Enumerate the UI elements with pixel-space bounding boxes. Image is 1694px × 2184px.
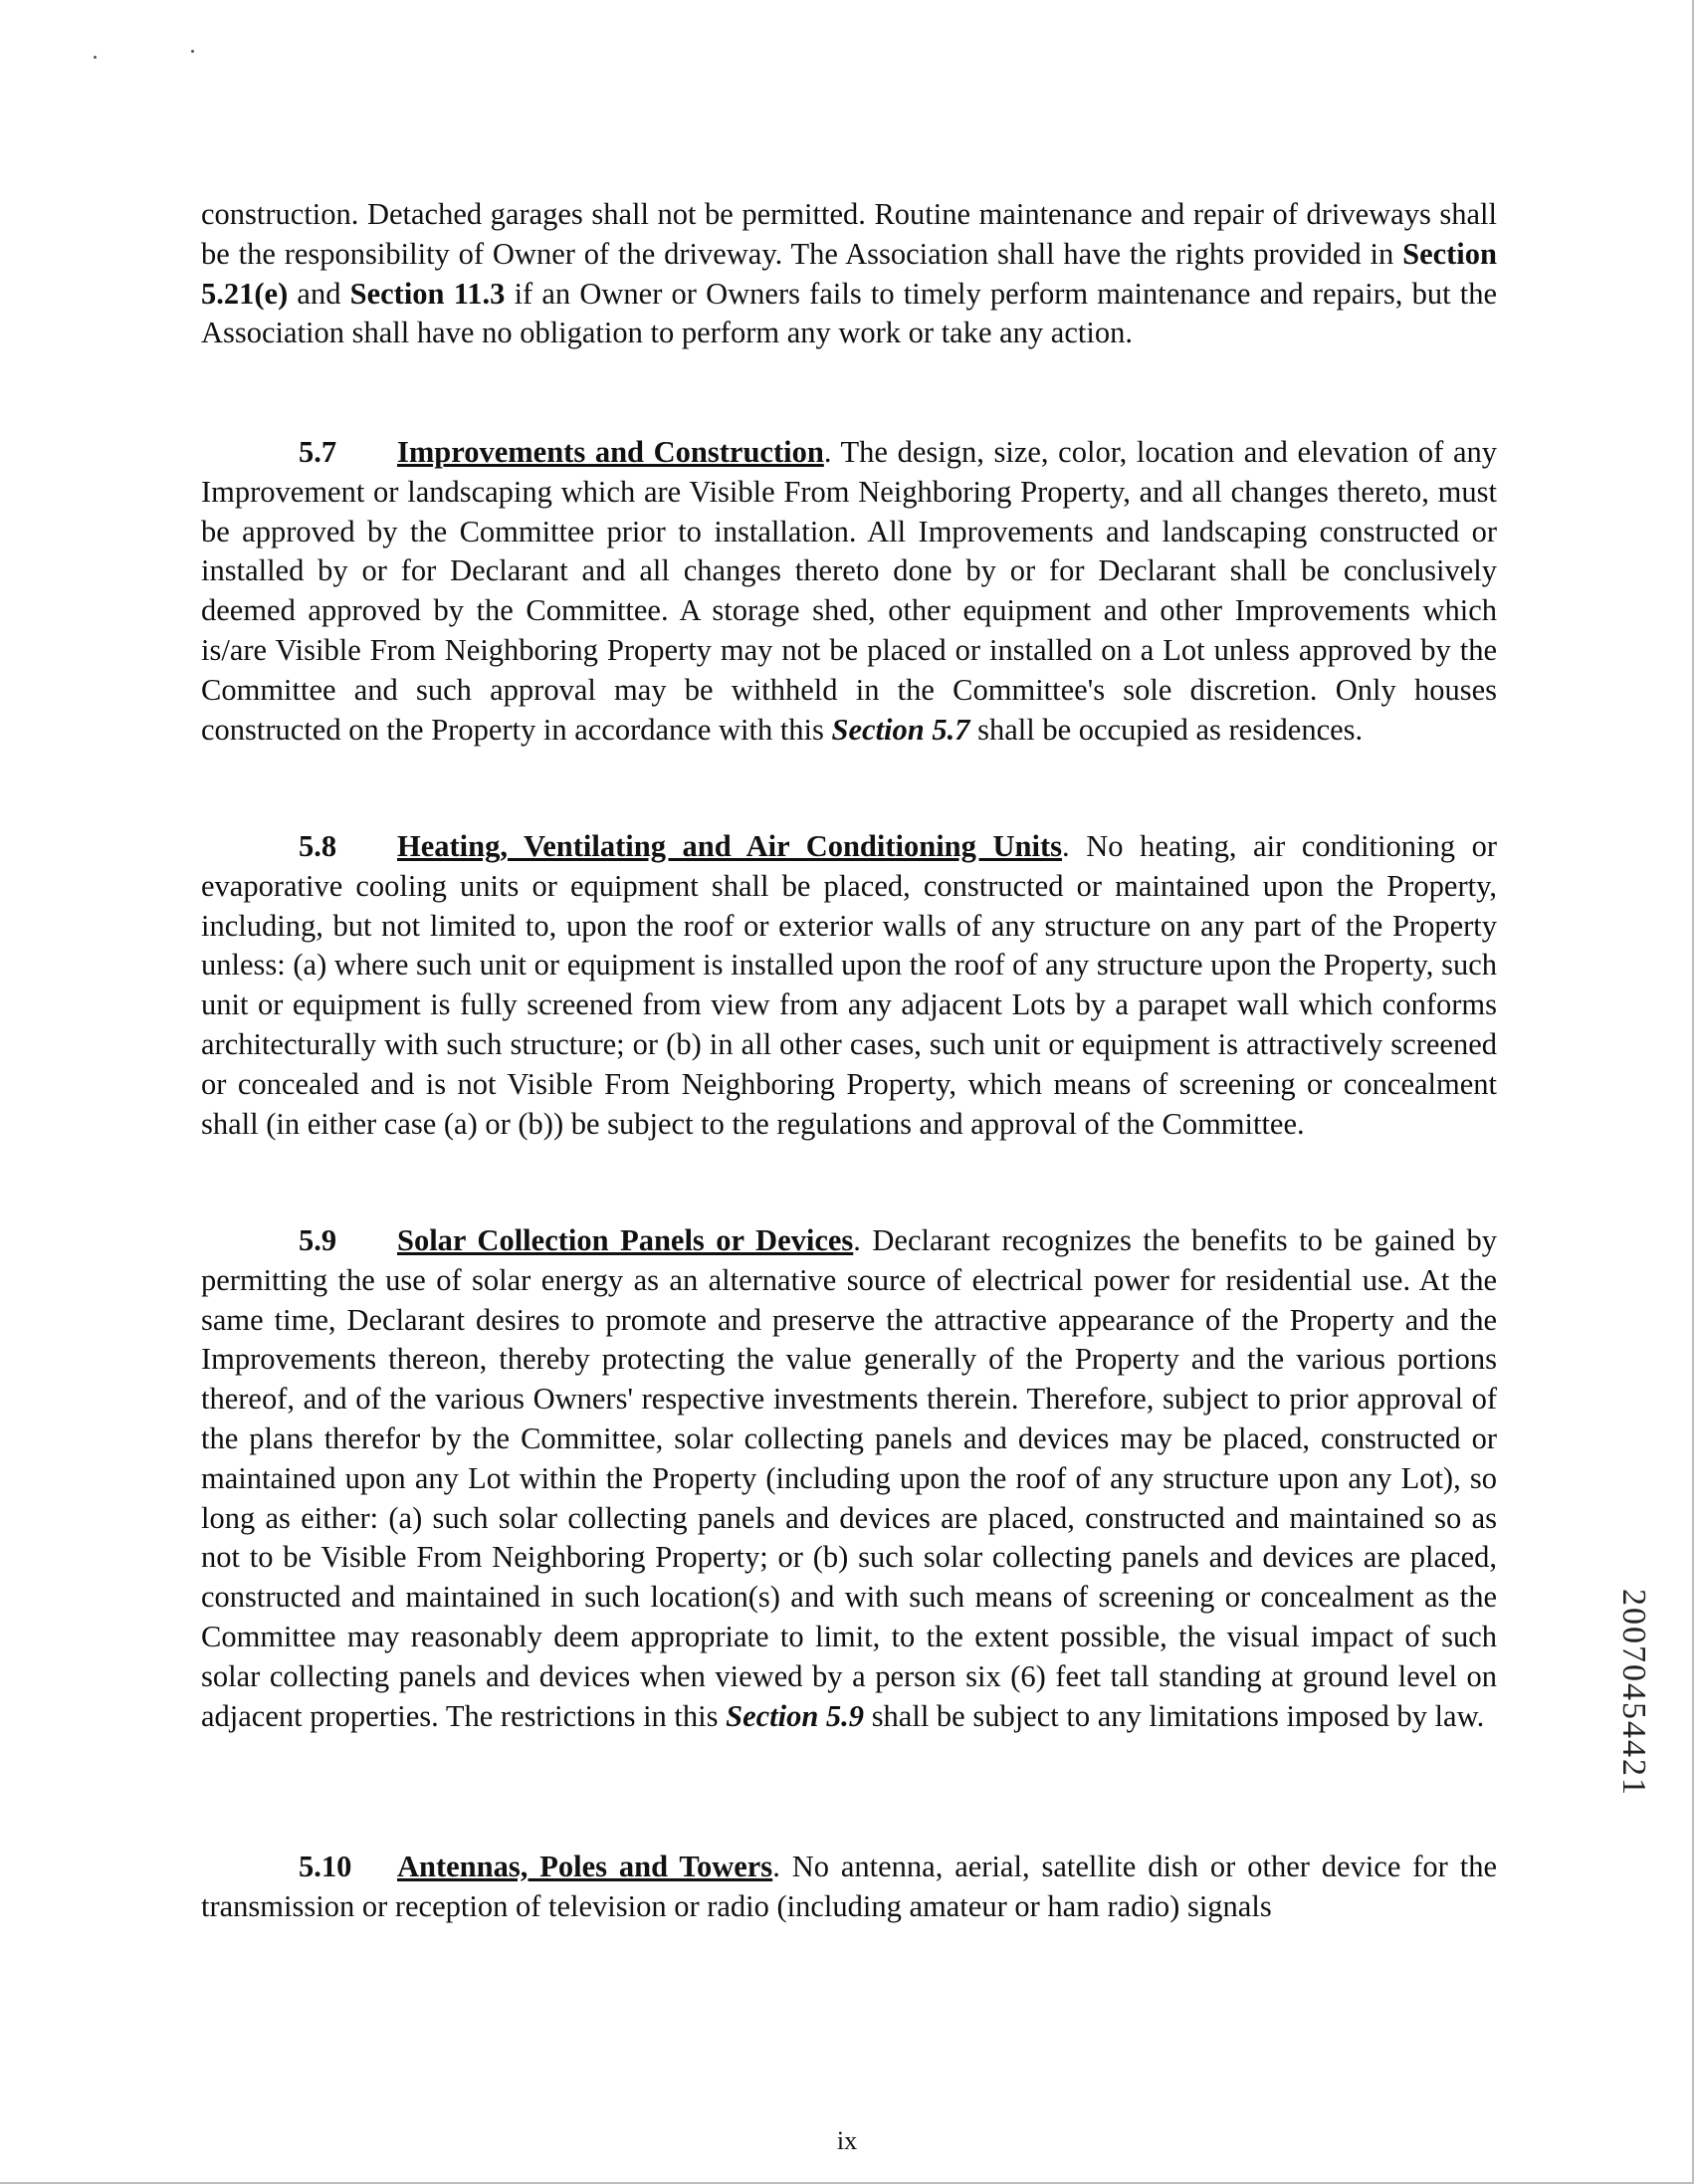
section-title: Antennas, Poles and Towers (397, 1850, 773, 1883)
recording-number-stamp: 20070454421 (1615, 1589, 1652, 1797)
section-number: 5.8 (299, 829, 337, 863)
paragraph-text: . No heating, air conditioning or evaporative cooling units or equipment shall be placed, constructed or maintained upon the Property, including, but not limited to, upon the roof or exterior walls of any structure on any part of the Property unless: (a) where such unit or equipment is installed upon the roof of any structure upon the Property, such unit or equipment is fully screened from view from any adjacent Lots by a parapet wall which conforms architecturally with such structure; or (b) in all other cases, such unit or equipment is attractively screened or concealed and is not Visible From Neighboring Property, which means of screening or concealment shall (in either case (a) or (b)) be subject to the regulations and approval of the Committee. (201, 829, 1497, 1141)
paragraph-continuation (201, 195, 1497, 353)
paragraph-text: . Declarant recognizes the benefits to be gained by permitting the use of solar energy as an alternative source of electrical power for residential use. At the same time, Declarant desires to promote and preserve the attractive appearance of the Property and the Improvements thereon, thereby protecting the value generally of the Property and the various portions thereof, and of the various Owners' respective investments therein. Therefore, subject to prior approval of the plans therefor by the Committee, solar collecting panels and devices may be placed, constructed or maintained upon any Lot within the Property (including upon the roof of any structure upon any Lot), so long as either: (a) such solar collecting panels and devices are placed, constructed and maintained so as not to be Visible From Neighboring Property; or (b) such solar collecting panels and devices are placed, constructed and maintained in such location(s) and with such means of screening or concealment as the Committee may reasonably deem appropriate to limit, to the extent possible, the visual impact of such solar collecting panels and devices when viewed by a person six (6) feet tall standing at ground level on adjacent properties. The restrictions in this (201, 1223, 1497, 1733)
paragraph-text: shall be occupied as residences. (969, 712, 1364, 747)
section-5-8 (201, 827, 1497, 1144)
section-reference: Section 5.21(e) (201, 236, 1497, 311)
section-5-10 (201, 1848, 1497, 1927)
paragraph-text: shall be subject to any limitations imposed by law. (864, 1698, 1485, 1733)
section-number: 5.7 (299, 435, 337, 469)
section-reference: Section 5.7 (831, 712, 970, 747)
section-reference: Section 5.9 (726, 1698, 865, 1733)
page-number: ix (836, 2126, 858, 2155)
section-title: Improvements and Construction (397, 435, 824, 469)
section-number: 5.10 (299, 1850, 352, 1883)
paragraph-text: . The design, size, color, location and elevation of any Improvement or landscaping which are Visible From Neighboring Property, and all changes thereto, must be approved by the Committee prior to installation. All Improvements and landscaping constructed or installed by or for Declarant and all changes thereto done by or for Declarant shall be conclusively deemed approved by the Committee. A storage shed, other equipment and other Improvements which is/are Visible From Neighboring Property may not be placed or installed on a Lot unless approved by the Committee and such approval may be withheld in the Committee's sole discretion. Only houses constructed on the Property in accordance with this (201, 435, 1497, 747)
paragraph-text: . No antenna, aerial, satellite dish or other device for the transmission or reception of television or radio (including amateur or ham radio) signals (201, 1850, 1497, 1923)
section-5-9 (201, 1221, 1497, 1736)
section-title: Heating, Ventilating and Air Conditioning Units (397, 829, 1062, 863)
paragraph-text: if an Owner or Owners fails to timely perform maintenance and repairs, but the Association shall have no obligation to perform any work or take any action. (201, 276, 1498, 350)
section-title: Solar Collection Panels or Devices (397, 1223, 854, 1257)
paragraph-text: construction. Detached garages shall not be permitted. Routine maintenance and repair of driveways shall be the responsibility of Owner of the driveway. The Association shall have the rights provided in (201, 197, 1497, 271)
section-reference: Section 11.3 (349, 276, 506, 311)
scan-speck (94, 56, 97, 59)
section-number: 5.9 (299, 1223, 337, 1257)
scan-speck (191, 50, 194, 53)
section-5-7 (201, 433, 1497, 750)
paragraph-text: and (288, 276, 350, 311)
